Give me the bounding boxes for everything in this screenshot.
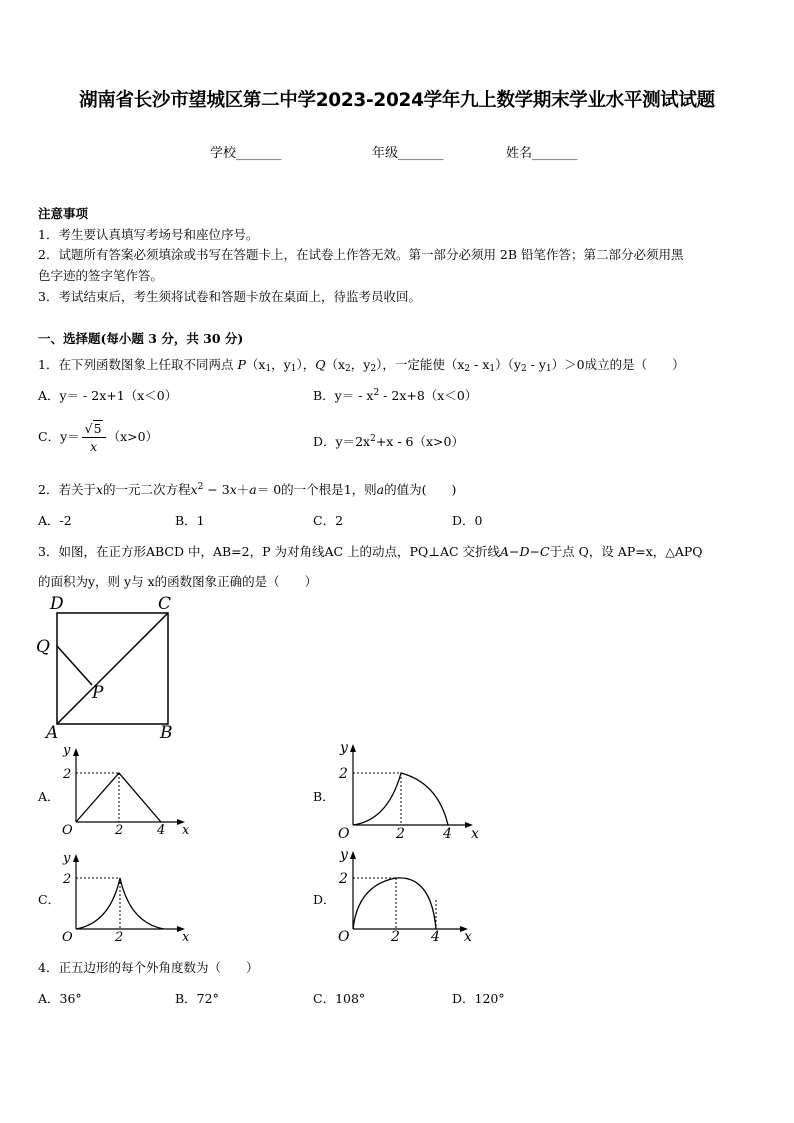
question-3-stem: 3．如图，在正方形ABCD 中，AB=2，P 为对角线AC 上的动点，PQ⊥AC 交折线A−D−C于点 Q，设 AP=x，△APQ [38,544,703,559]
question-1-stem: 1．在下列函数图象上任取不同两点 $P(x_1$，$y_1$），$Q(x_2$，$y_2$），一定能使$(x_2 - x_1)(y_2 - y_1)>0$成立的是（ ） [38,357,685,374]
q3-option-a-label[interactable]: A． [38,789,60,804]
section-heading: 一、选择题(每小题 3 分，共 30 分) [38,331,244,346]
notice-item: 1．考生要认真填写考场号和座位序号。 [38,227,259,242]
question-3-stem-line2: 的面积为y，则 y与 x的函数图象正确的是（ ） [38,574,318,589]
label-c: C [158,594,172,614]
origin-label: O [62,823,73,837]
tick-2: 2 [63,767,72,782]
x-axis-label: x [471,826,479,842]
tick-4: 4 [443,826,452,842]
tick-2: 2 [396,826,405,842]
y-axis-label: y [340,740,348,756]
x-axis-label: x [182,823,190,837]
page-title: 湖南省长沙市望城区第二中学2023-2024学年九上数学期末学业水平测试试题 [79,90,715,111]
name-field[interactable]: 姓名_______ [506,146,578,161]
q1-option-c[interactable]: C．y＝ $\frac{√5}{x}$ （x>0） [38,421,159,454]
tick-4: 4 [157,823,166,837]
grade-field[interactable]: 年级_______ [372,146,444,161]
y-axis-label: y [63,851,71,866]
q2-option-d[interactable]: D．0 [452,513,483,528]
graph-d[interactable] [333,845,483,945]
q4-option-c[interactable]: C．108° [313,991,366,1006]
question-2-stem: 2．若关于x的一元二次方程$x^2 - 3x+a= 0$的一个根是1，则a的值为( ) [38,482,457,497]
label-b: B [160,723,173,742]
diagonal-ac [57,613,168,724]
q2-option-a[interactable]: A．-2 [38,513,72,528]
tick-2: 2 [339,871,348,887]
school-field[interactable]: 学校_______ [210,146,282,161]
tick-2: 2 [391,929,400,945]
tick-2: 2 [63,872,72,887]
label-p: P [92,683,104,703]
tick-2: 2 [339,766,348,782]
label-d: D [50,594,64,614]
origin-label: O [338,929,350,945]
y-axis-label: y [340,847,348,863]
graph-a[interactable] [58,742,198,837]
q3-option-b-label[interactable]: B． [313,789,335,804]
notice-item: 色字迹的签字笔作答。 [38,268,164,283]
segment-pq [57,646,92,685]
tick-4: 4 [431,929,440,945]
notice-item: 2．试题所有答案必须填涂或书写在答题卡上，在试卷上作答无效。第一部分必须用 2B 铅笔作答；第二部分必须用黑 [38,247,684,262]
graph-b[interactable] [333,738,483,843]
y-axis-label: y [63,743,71,758]
tick-2: 2 [115,930,124,943]
q1-option-a[interactable]: A．y＝ - 2x+1（x＜0） [38,388,178,403]
tick-2: 2 [115,823,124,837]
label-a: A [46,723,59,742]
q2-option-b[interactable]: B．1 [175,513,205,528]
graph-c[interactable] [58,848,198,943]
question-4-stem: 4．正五边形的每个外角度数为（ ） [38,960,259,975]
q3-option-c-label[interactable]: C． [38,892,61,907]
notice-item: 3．考试结束后，考生须将试卷和答题卡放在桌面上，待监考员收回。 [38,289,421,304]
square-figure [30,590,190,742]
notice-heading: 注意事项 [38,206,89,221]
origin-label: O [62,930,73,943]
q3-option-d-label[interactable]: D． [313,892,336,907]
q4-option-a[interactable]: A．36° [38,991,82,1006]
label-q: Q [36,637,50,657]
q2-option-c[interactable]: C．2 [313,513,344,528]
q4-option-d[interactable]: D．120° [452,991,505,1006]
q4-option-b[interactable]: B．72° [175,991,219,1006]
q1-option-d[interactable]: D．$y=2x^2+x - 6(x>0)$ [313,434,464,449]
origin-label: O [338,826,350,842]
x-axis-label: x [182,930,190,943]
x-axis-label: x [464,929,472,945]
q1-option-b[interactable]: B．$y= - x^2 - 2x+8(x<0)$ [313,388,478,403]
